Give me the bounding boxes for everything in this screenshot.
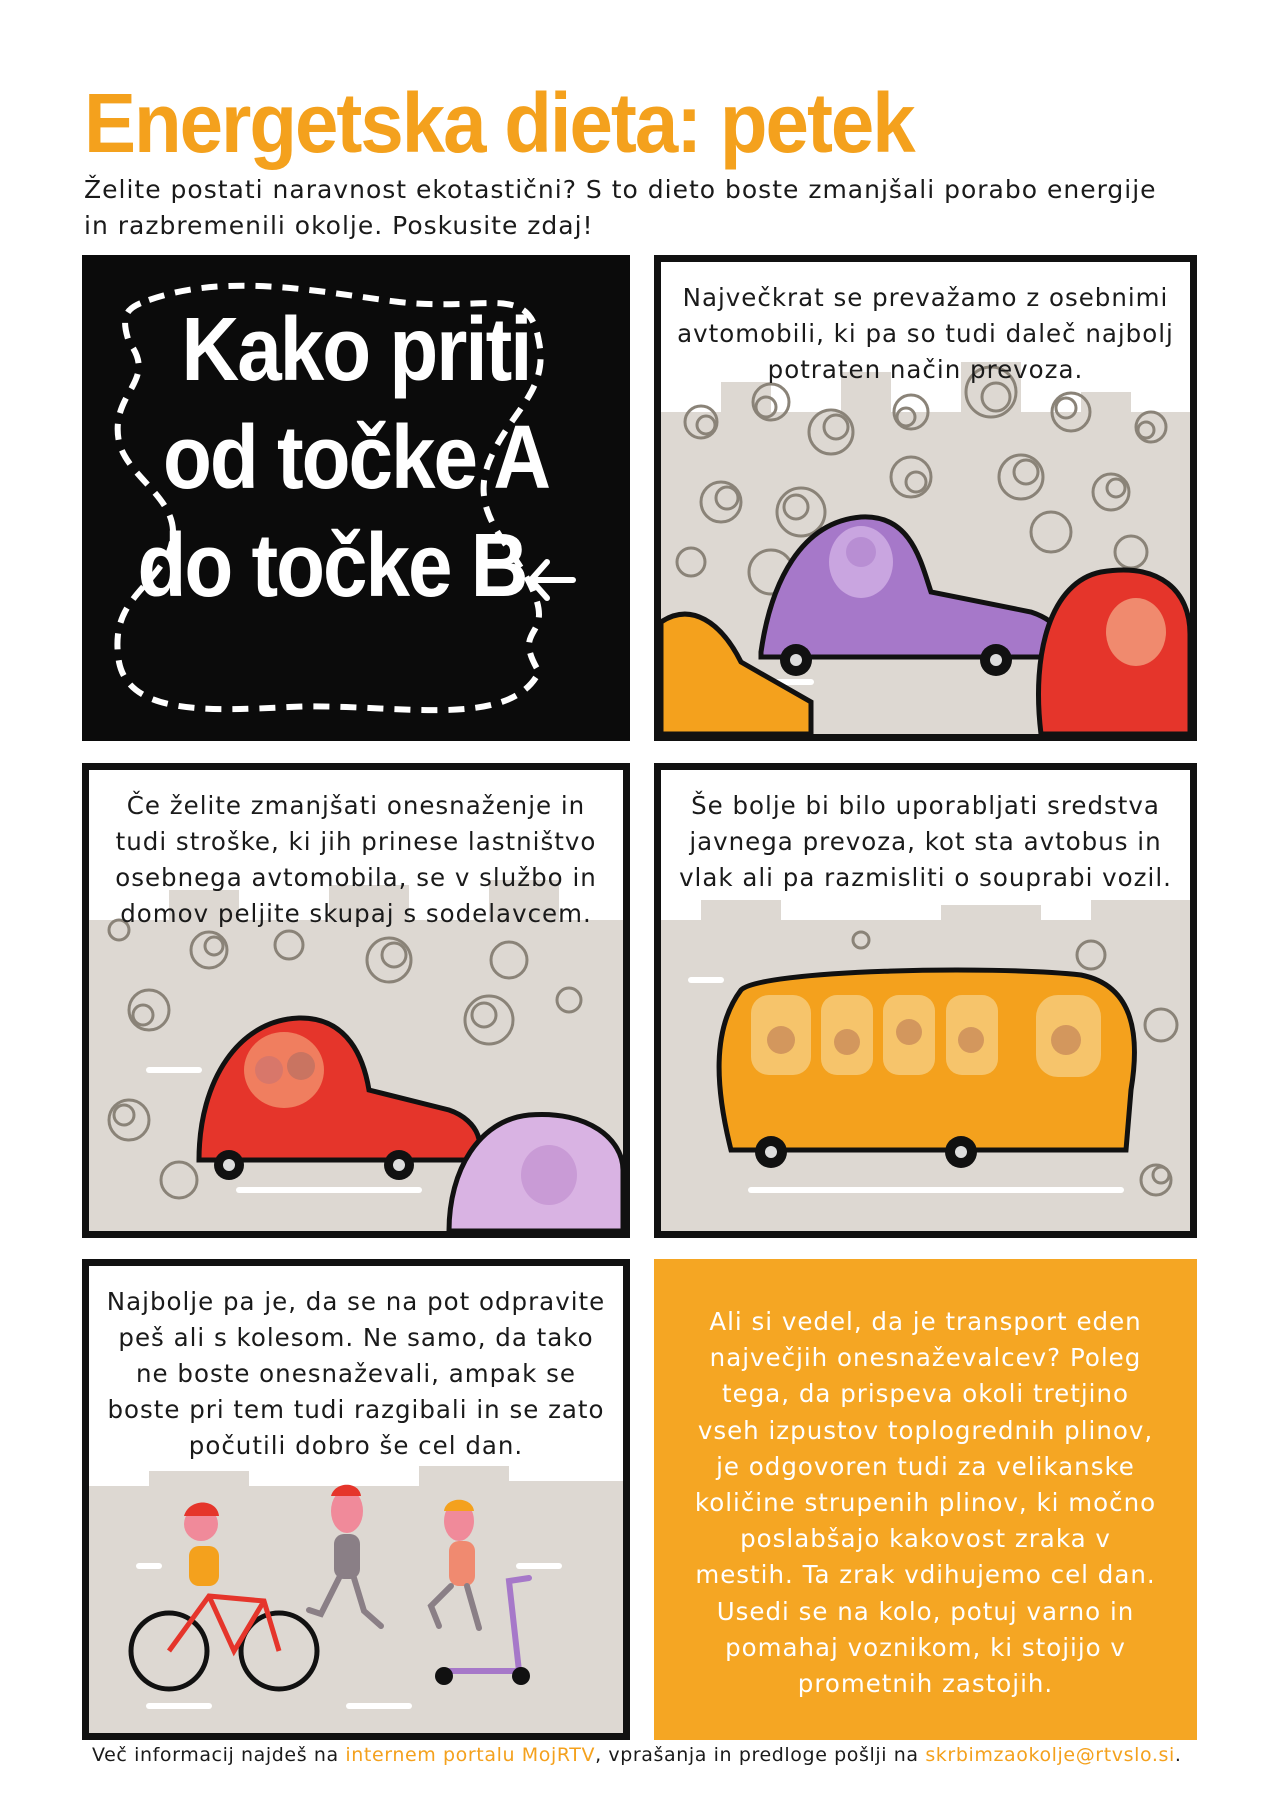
panel-private-cars: [654, 255, 1197, 741]
panel-walk-cycle: [82, 1259, 630, 1740]
page-title: Energetska dieta: petek: [84, 75, 914, 171]
arrow-left-icon: [525, 554, 577, 606]
intro-text: Želite postati naravnost ekotastični? S to dieto boste zmanjšali porabo energije in razbremenili okolje. Poskusite zdaj!: [84, 175, 1157, 240]
footer-text-pre: Več informacij najdeš na: [92, 1744, 346, 1766]
panel-2-text: Največkrat se prevažamo z osebnimi avtomobili, ki pa so tudi daleč najbolj potraten način prevoza.: [677, 283, 1174, 384]
footer: [92, 1744, 1212, 1766]
yellow-bus-icon: [719, 970, 1134, 1168]
footer-text-post: .: [1174, 1744, 1182, 1766]
panel-carpool: [82, 763, 630, 1238]
portal-link[interactable]: internem portalu MojRTV: [345, 1744, 596, 1766]
panel-3-text: Če želite zmanjšati onesnaženje in tudi stroške, ki jih prinese lastništvo osebnega avtomobila, se v službo in domov peljite skupaj s sodelavcem.: [115, 791, 597, 928]
panel-4-text: Še bolje bi bilo uporabljati sredstva javnega prevoza, kot sta avtobus in vlak ali pa razmisliti o souprabi vozil.: [679, 791, 1172, 892]
panel-5-text: Najbolje pa je, da se na pot odpravite peš ali s kolesom. Ne samo, da tako ne boste onesnaževali, ampak se boste pri tem tudi razgibali in se zato počutili dobro še cel dan.: [106, 1287, 606, 1460]
panel-did-you-know: [654, 1259, 1197, 1740]
footer-text-mid: , vprašanja in predloge pošlji na: [595, 1744, 926, 1766]
route-line-3: do točke B: [137, 515, 527, 616]
email-link[interactable]: skrbimzaokolje@rtvslo.si: [925, 1744, 1175, 1766]
route-line-2: od točke A: [163, 407, 549, 508]
route-line-1: Kako priti: [181, 299, 531, 400]
panel-public-transport: [654, 763, 1197, 1238]
panel-6-text: Ali si vedel, da je transport eden največjih onesnaževalcev? Poleg tega, da prispeva okoli tretjino vseh izpustov toplogrednih plinov, je odgovoren tudi za velikanske količine strupenih plinov, ki močno poslabšajo kakovost zraka v mestih. Ta zrak vdihujemo cel dan. Usedi se na kolo, potuj varno in pomahaj voznikom, ki stojijo v prometnih zastojih.: [694, 1307, 1157, 1699]
panel-route-title: [82, 255, 630, 741]
